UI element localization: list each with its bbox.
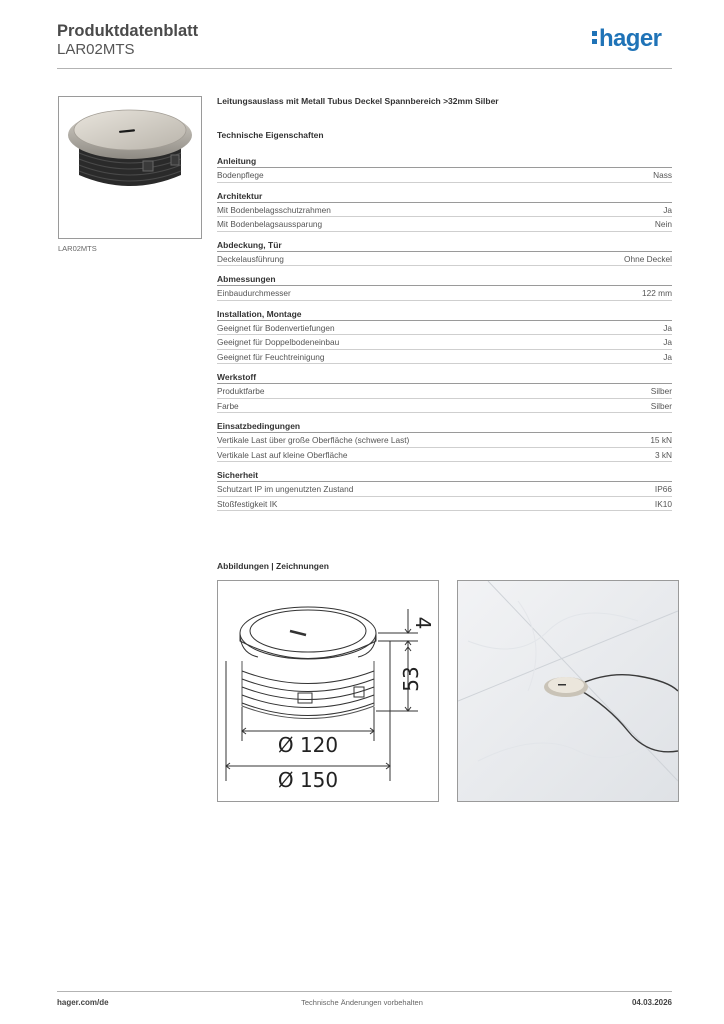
spec-group-heading: Werkstoff xyxy=(217,372,672,384)
spec-row xyxy=(217,286,672,301)
spec-value: IK10 xyxy=(654,498,672,509)
product-image xyxy=(58,96,202,239)
spec-label: Schutzart IP im ungenutzten Zustand xyxy=(217,484,354,494)
spec-label: Mit Bodenbelagsaussparung xyxy=(217,219,323,229)
footer-note: Technische Änderungen vorbehalten xyxy=(301,998,423,1007)
logo-mark-icon xyxy=(592,31,597,45)
installation-photo-illustration xyxy=(458,581,678,801)
spec-group xyxy=(217,421,672,462)
spec-row xyxy=(217,217,672,232)
hager-logo xyxy=(592,27,661,51)
spec-group xyxy=(217,309,672,365)
spec-label: Vertikale Last über große Oberfläche (schwere Last) xyxy=(217,435,410,445)
dimension-drawing-svg xyxy=(218,581,438,801)
spec-label: Bodenpflege xyxy=(217,170,264,180)
spec-value: 3 kN xyxy=(654,449,672,460)
spec-value: Nein xyxy=(654,219,672,229)
spec-label: Geeignet für Feuchtreinigung xyxy=(217,351,325,362)
footer-date: 04.03.2026 xyxy=(631,998,672,1007)
spec-row xyxy=(217,399,672,414)
spec-group-heading: Abmessungen xyxy=(217,274,672,286)
spec-label: Geeignet für Doppelbodeneinbau xyxy=(217,337,340,347)
spec-value: 122 mm xyxy=(642,288,672,298)
spec-group xyxy=(217,470,672,511)
technical-drawing xyxy=(217,580,439,802)
spec-group xyxy=(217,156,672,183)
spec-row xyxy=(217,252,672,267)
spec-value: Silber xyxy=(650,386,672,396)
spec-value: Ja xyxy=(663,322,672,333)
spec-value: Ja xyxy=(663,351,672,362)
installation-photo xyxy=(457,580,679,802)
dim-outer-label: Ø 150 xyxy=(277,768,339,792)
spec-label: Stoßfestigkeit IK xyxy=(217,498,278,509)
dim-inner-label: Ø 120 xyxy=(277,733,339,757)
spec-row xyxy=(217,482,672,497)
spec-label: Farbe xyxy=(217,400,239,411)
spec-row xyxy=(217,497,672,512)
spec-group-heading: Installation, Montage xyxy=(217,309,672,321)
spec-row xyxy=(217,335,672,350)
spec-group-heading: Abdeckung, Tür xyxy=(217,240,672,252)
page-title: Produktdatenblatt xyxy=(57,22,199,40)
spec-value: 15 kN xyxy=(650,435,672,445)
spec-group xyxy=(217,191,672,232)
spec-label: Deckelausführung xyxy=(217,253,284,264)
spec-group xyxy=(217,372,672,413)
footer-divider xyxy=(57,991,672,992)
dim-top-label: 4 xyxy=(411,616,435,630)
spec-row xyxy=(217,350,672,365)
product-image-caption: LAR02MTS xyxy=(58,244,97,253)
footer-website[interactable]: hager.com/de xyxy=(57,998,109,1007)
spec-group xyxy=(217,274,672,301)
spec-value: Silber xyxy=(650,400,672,411)
spec-label: Produktfarbe xyxy=(217,386,265,396)
product-code: LAR02MTS xyxy=(57,41,135,58)
spec-label: Vertikale Last auf kleine Oberfläche xyxy=(217,449,348,460)
spec-group-heading: Einsatzbedingungen xyxy=(217,421,672,433)
spec-label: Mit Bodenbelagsschutzrahmen xyxy=(217,204,331,215)
spec-row xyxy=(217,448,672,463)
images-section-title: Abbildungen | Zeichnungen xyxy=(217,561,329,571)
spec-row xyxy=(217,321,672,336)
header-divider xyxy=(57,68,672,69)
spec-label: Einbaudurchmesser xyxy=(217,288,291,298)
spec-row xyxy=(217,203,672,218)
spec-group-heading: Anleitung xyxy=(217,156,672,168)
spec-value: Ja xyxy=(663,204,672,215)
spec-value: Nass xyxy=(653,170,672,180)
spec-row xyxy=(217,168,672,183)
specs-groups xyxy=(217,156,672,519)
spec-row xyxy=(217,384,672,399)
dim-height-label: 53 xyxy=(399,666,423,692)
spec-value: Ja xyxy=(663,337,672,347)
spec-group xyxy=(217,240,672,267)
spec-group-heading: Architektur xyxy=(217,191,672,203)
product-photo-illustration xyxy=(59,97,201,238)
spec-label: Geeignet für Bodenvertiefungen xyxy=(217,322,335,333)
spec-row xyxy=(217,433,672,448)
product-description: Leitungsauslass mit Metall Tubus Deckel Spannbereich >32mm Silber xyxy=(217,96,499,106)
specs-title: Technische Eigenschaften xyxy=(217,130,324,140)
spec-value: IP66 xyxy=(654,484,672,494)
spec-value: Ohne Deckel xyxy=(624,253,672,264)
spec-group-heading: Sicherheit xyxy=(217,470,672,482)
logo-text: hager xyxy=(599,25,662,52)
